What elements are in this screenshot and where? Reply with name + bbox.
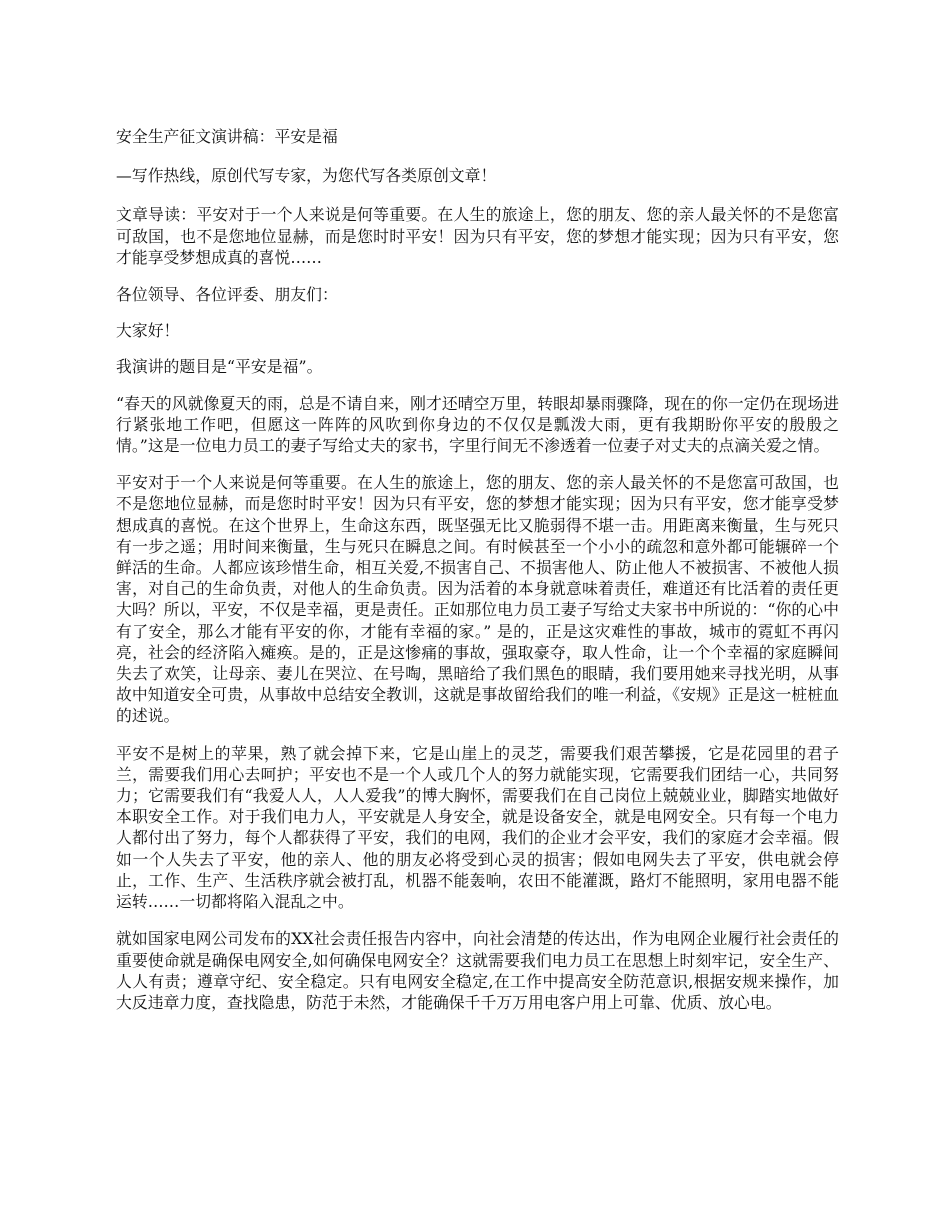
salutation-line: 各位领导、各位评委、朋友们：: [116, 285, 338, 305]
greeting-line: 大家好！: [116, 321, 180, 341]
body-paragraph-3: 平安不是树上的苹果，熟了就会掉下来，它是山崖上的灵芝，需要我们艰苦攀援，它是花园里的君子兰，需要我们用心去呵护；平安也不是一个人或几个人的努力就能实现，它需要我们团结一心，共同努力；它需要我们有“我爱人人，人人爱我”的博大胸怀，需要我们在自己岗位上兢兢业业，脚踏实地做好本职安全工作。对于我们电力人，平安就是人身安全，就是设备安全，就是电网安全。只有每一个电力人都付出了努力，每个人都获得了平安，我们的电网，我们的企业才会平安，我们的家庭才会幸福。假如一个人失去了平安，他的亲人、他的朋友必将受到心灵的损害；假如电网失去了平安，供电就会停止，工作、生产、生活秩序就会被打乱，机器不能轰响，农田不能灌溉，路灯不能照明，家用电器不能运转……一切都将陷入混乱之中。: [116, 743, 839, 912]
document-subtitle: —写作热线，原创代写专家，为您代写各类原创文章！: [116, 166, 497, 186]
body-paragraph-1: “春天的风就像夏天的雨，总是不请自来，刚才还晴空万里，转眼却暴雨骤降，现在的你一定仍在现场进行紧张地工作吧，但愿这一阵阵的风吹到你身边的不仅仅是瓢泼大雨，更有我期盼你平安的殷殷之情。”这是一位电力员工的妻子写给丈夫的家书，字里行间无不渗透着一位妻子对丈夫的点滴关爱之情。: [116, 393, 839, 456]
document-page: [116, 124, 839, 1029]
intro-paragraph: 文章导读：平安对于一个人来说是何等重要。在人生的旅途上，您的朋友、您的亲人最关怀的不是您富可敌国，也不是您地位显赫，而是您时时平安！因为只有平安，您的梦想才能实现；因为只有平安，您才能享受梦想成真的喜悦……: [116, 205, 839, 267]
body-paragraph-4: 就如国家电网公司发布的XX社会责任报告内容中，向社会清楚的传达出，作为电网企业履行社会责任的重要使命就是确保电网安全,如何确保电网安全？这就需要我们电力员工在思想上时刻牢记，安全生产、人人有责；遵章守纪、安全稳定。只有电网安全稳定,在工作中提高安全防范意识,根据安规来操作，加大反违章力度，查找隐患，防范于未然，才能确保千千万万用电客户用上可靠、优质、放心电。: [116, 929, 839, 1012]
body-paragraph-2: 平安对于一个人来说是何等重要。在人生的旅途上，您的朋友、您的亲人最关怀的不是您富可敌国，也不是您地位显赫，而是您时时平安！因为只有平安，您的梦想才能实现；因为只有平安，您才能享受梦想成真的喜悦。在这个世界上，生命这东西，既坚强无比又脆弱得不堪一击。用距离来衡量，生与死只有一步之遥；用时间来衡量，生与死只在瞬息之间。有时候甚至一个小小的疏忽和意外都可能辗碎一个鲜活的生命。人都应该珍惜生命，相互关爱,不损害自己、不损害他人、防止他人不被损害、不被他人损害，对自己的生命负责，对他人的生命负责。因为活着的本身就意味着责任，难道还有比活着的责任更大吗？所以，平安，不仅是幸福，更是责任。正如那位电力员工妻子写给丈夫家书中所说的：“你的心中有了安全，那么才能有平安的你，才能有幸福的家。” 是的，正是这灾难性的事故，城市的霓虹不再闪亮，社会的经济陷入瘫痪。是的，正是这惨痛的事故，强取豪夺，取人性命，让一个个幸福的家庭瞬间失去了欢笑，让母亲、妻儿在哭泣、在号啕，黑暗给了我们黑色的眼睛，我们要用她来寻找光明，从事故中知道安全可贵，从事故中总结安全教训，这就是事故留给我们的唯一利益，《安规》正是这一桩桩血的述说。: [116, 473, 839, 726]
document-title: 安全生产征文演讲稿：平安是福: [116, 127, 338, 146]
topic-line: 我演讲的题目是“平安是福”。: [116, 357, 323, 377]
